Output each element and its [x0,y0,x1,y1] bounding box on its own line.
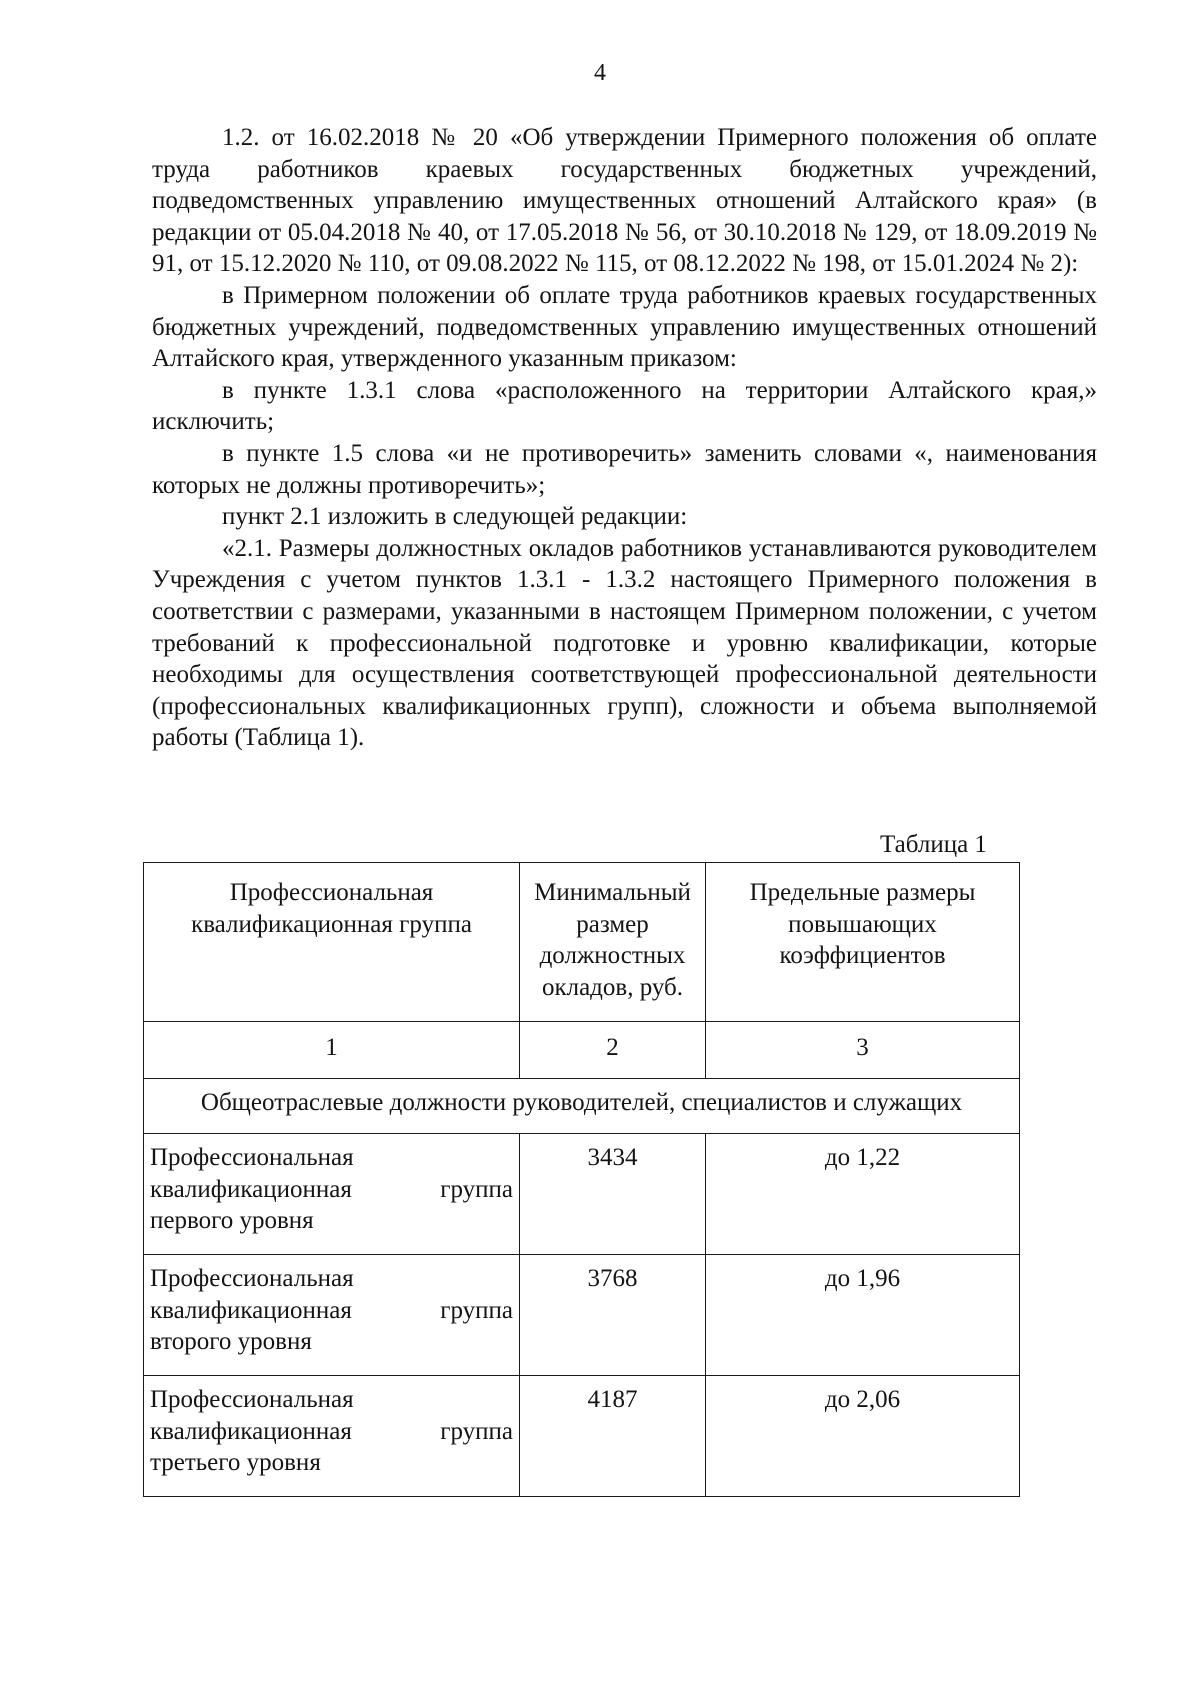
paragraph-item-1-3-1: в пункте 1.3.1 слова «расположенного на территории Алтайского края,» исключить; [152,376,1097,436]
min-salary: 4187 [520,1376,706,1497]
group-name: Профессиональная квалификационная группа третьего уровня [144,1376,520,1497]
paragraph-item-1-5: в пункте 1.5 слова «и не противоречить» заменить словами «, наименования которых не должны противоречить»; [152,439,1097,499]
min-salary: 3768 [520,1255,706,1376]
table-caption: Таблица 1 [880,831,987,858]
table-row [144,1134,1020,1255]
paragraph-order-1-2: 1.2. от 16.02.2018 № 20 «Об утверждении Примерного положения об оплате труда работников краевых государственных бюджетных учреждений, подведомственных управлению имущественных отношений Алтайского края» (в редакции от 05.04.2018 № 40, от 17.05.2018 № 56, от 30.10.2018 № 129, от 18.09.2019 № 91, от 15.12.2020 № 110, от 09.08.2022 № 115, от 08.12.2022 № 198, от 15.01.2024 № 2): [152,124,1097,278]
paragraph-amendment-intro: в Примерном положении об оплате труда работников краевых государственных бюджетных учреждений, подведомственных управлению имущественных отношений Алтайского края, утвержденного указанным приказом: [152,281,1097,373]
table-row [144,1376,1020,1497]
group-name: Профессиональная квалификационная группа первого уровня [144,1134,520,1255]
page-number: 4 [594,60,606,86]
table-row [144,1255,1020,1376]
paragraph-item-2-1-intro: пункт 2.1 изложить в следующей редакции: [222,503,688,531]
column-number: 2 [520,1022,706,1079]
header-coefficient: Предельные размеры повышающих коэффициентов [706,863,1020,1022]
min-salary: 3434 [520,1134,706,1255]
table-section-row [144,1079,1020,1134]
group-name: Профессиональная квалификационная группа второго уровня [144,1255,520,1376]
max-coefficient: до 1,22 [706,1134,1020,1255]
max-coefficient: до 2,06 [706,1376,1020,1497]
document-body [152,122,1097,754]
salary-table [143,862,1020,1497]
max-coefficient: до 1,96 [706,1255,1020,1376]
column-number: 3 [706,1022,1020,1079]
header-salary: Минимальный размер должностных окладов, руб. [520,863,706,1022]
header-group: Профессиональная квалификационная группа [144,863,520,1022]
section-title: Общеотраслевые должности руководителей, специалистов и служащих [144,1079,1020,1134]
table-column-numbers-row [144,1022,1020,1079]
paragraph-item-2-1-text: «2.1. Размеры должностных окладов работников устанавливаются руководителем Учреждения с учетом пунктов 1.3.1 - 1.3.2 настоящего Примерного положения в соответствии с размерами, указанными в настоящем Примерном положении, с учетом требований к профессиональной подготовке и уровню квалификации, которые необходимы для осуществления соответствующей профессиональной деятельности (профессиональных квалификационных групп), сложности и объема выполняемой работы (Таблица 1). [152,534,1097,752]
table-header-row [144,863,1020,1022]
column-number: 1 [144,1022,520,1079]
